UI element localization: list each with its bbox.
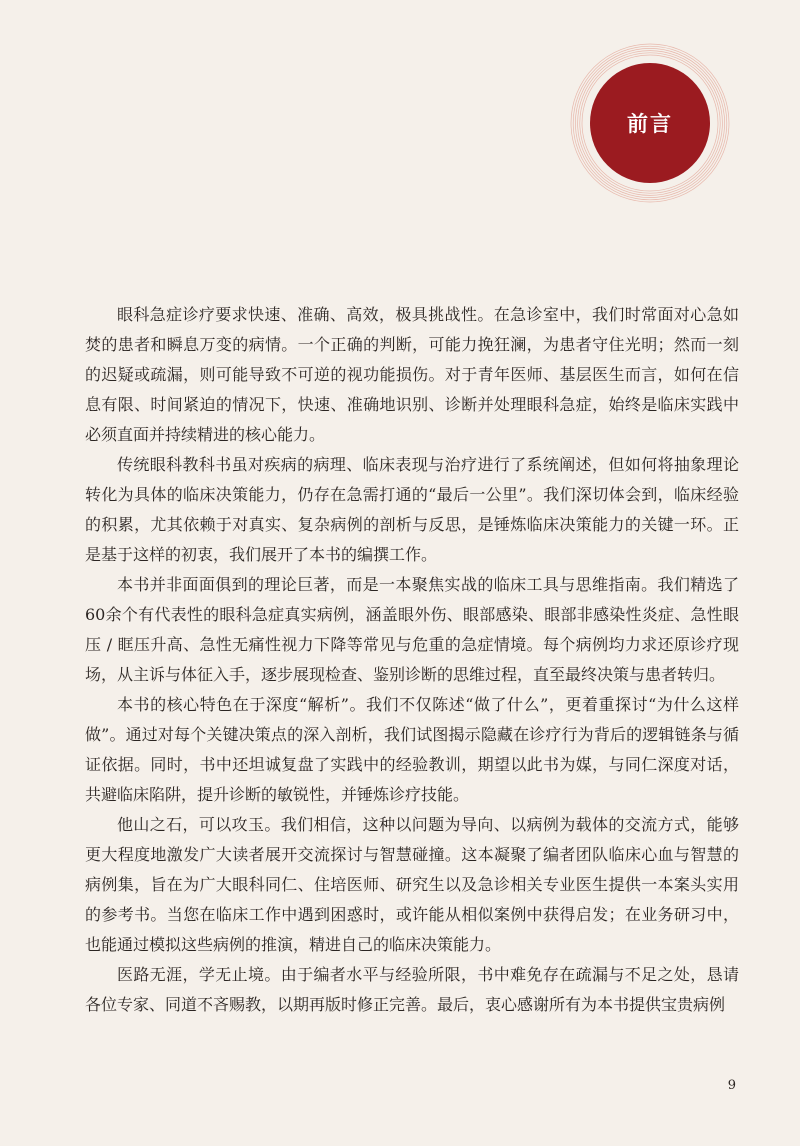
preface-body xyxy=(85,300,739,1020)
page-title: 前言 xyxy=(627,111,673,136)
page-number: 9 xyxy=(727,1078,736,1093)
body-paragraph: 眼科急症诊疗要求快速、准确、高效，极具挑战性。在急诊室中，我们时常面对心急如焚的患者和瞬息万变的病情。一个正确的判断，可能力挽狂澜，为患者守住光明；然而一刻的迟疑或疏漏，则可能导致不可逆的视功能损伤。对于青年医师、基层医生而言，如何在信息有限、时间紧迫的情况下，快速、准确地识别、诊断并处理眼科急症，始终是临床实践中必须直面并持续精进的核心能力。 xyxy=(85,305,739,444)
preface-badge xyxy=(570,43,730,203)
body-paragraph: 医路无涯，学无止境。由于编者水平与经验所限，书中难免存在疏漏与不足之处，恳请各位专家、同道不吝赐教，以期再版时修正完善。最后，衷心感谢所有为本书提供宝贵病例 xyxy=(85,965,739,1014)
body-paragraph: 他山之石，可以攻玉。我们相信，这种以问题为导向、以病例为载体的交流方式，能够更大程度地激发广大读者展开交流探讨与智慧碰撞。这本凝聚了编者团队临床心血与智慧的病例集，旨在为广大眼科同仁、住培医师、研究生以及急诊相关专业医生提供一本案头实用的参考书。当您在临床工作中遇到困惑时，或许能从相似案例中获得启发；在业务研习中，也能通过模拟这些病例的推演，精进自己的临床决策能力。 xyxy=(85,815,739,954)
body-paragraph: 本书并非面面俱到的理论巨著，而是一本聚焦实战的临床工具与思维指南。我们精选了60余个有代表性的眼科急症真实病例，涵盖眼外伤、眼部感染、眼部非感染性炎症、急性眼压 / 眶压升高、急性无痛性视力下降等常见与危重的急症情境。每个病例均力求还原诊疗现场，从主诉与体征入手，逐步展现检查、鉴别诊断的思维过程，直至最终决策与患者转归。 xyxy=(85,575,739,684)
body-paragraph: 传统眼科教科书虽对疾病的病理、临床表现与治疗进行了系统阐述，但如何将抽象理论转化为具体的临床决策能力，仍存在急需打通的“最后一公里”。我们深切体会到，临床经验的积累，尤其依赖于对真实、复杂病例的剖析与反思，是锤炼临床决策能力的关键一环。正是基于这样的初衷，我们展开了本书的编撰工作。 xyxy=(85,455,739,564)
body-paragraph: 本书的核心特色在于深度“解析”。我们不仅陈述“做了什么”，更着重探讨“为什么这样做”。通过对每个关键决策点的深入剖析，我们试图揭示隐藏在诊疗行为背后的逻辑链条与循证依据。同时，书中还坦诚复盘了实践中的经验教训，期望以此书为媒，与同仁深度对话，共避临床陷阱，提升诊断的敏锐性，并锤炼诊疗技能。 xyxy=(85,695,739,804)
